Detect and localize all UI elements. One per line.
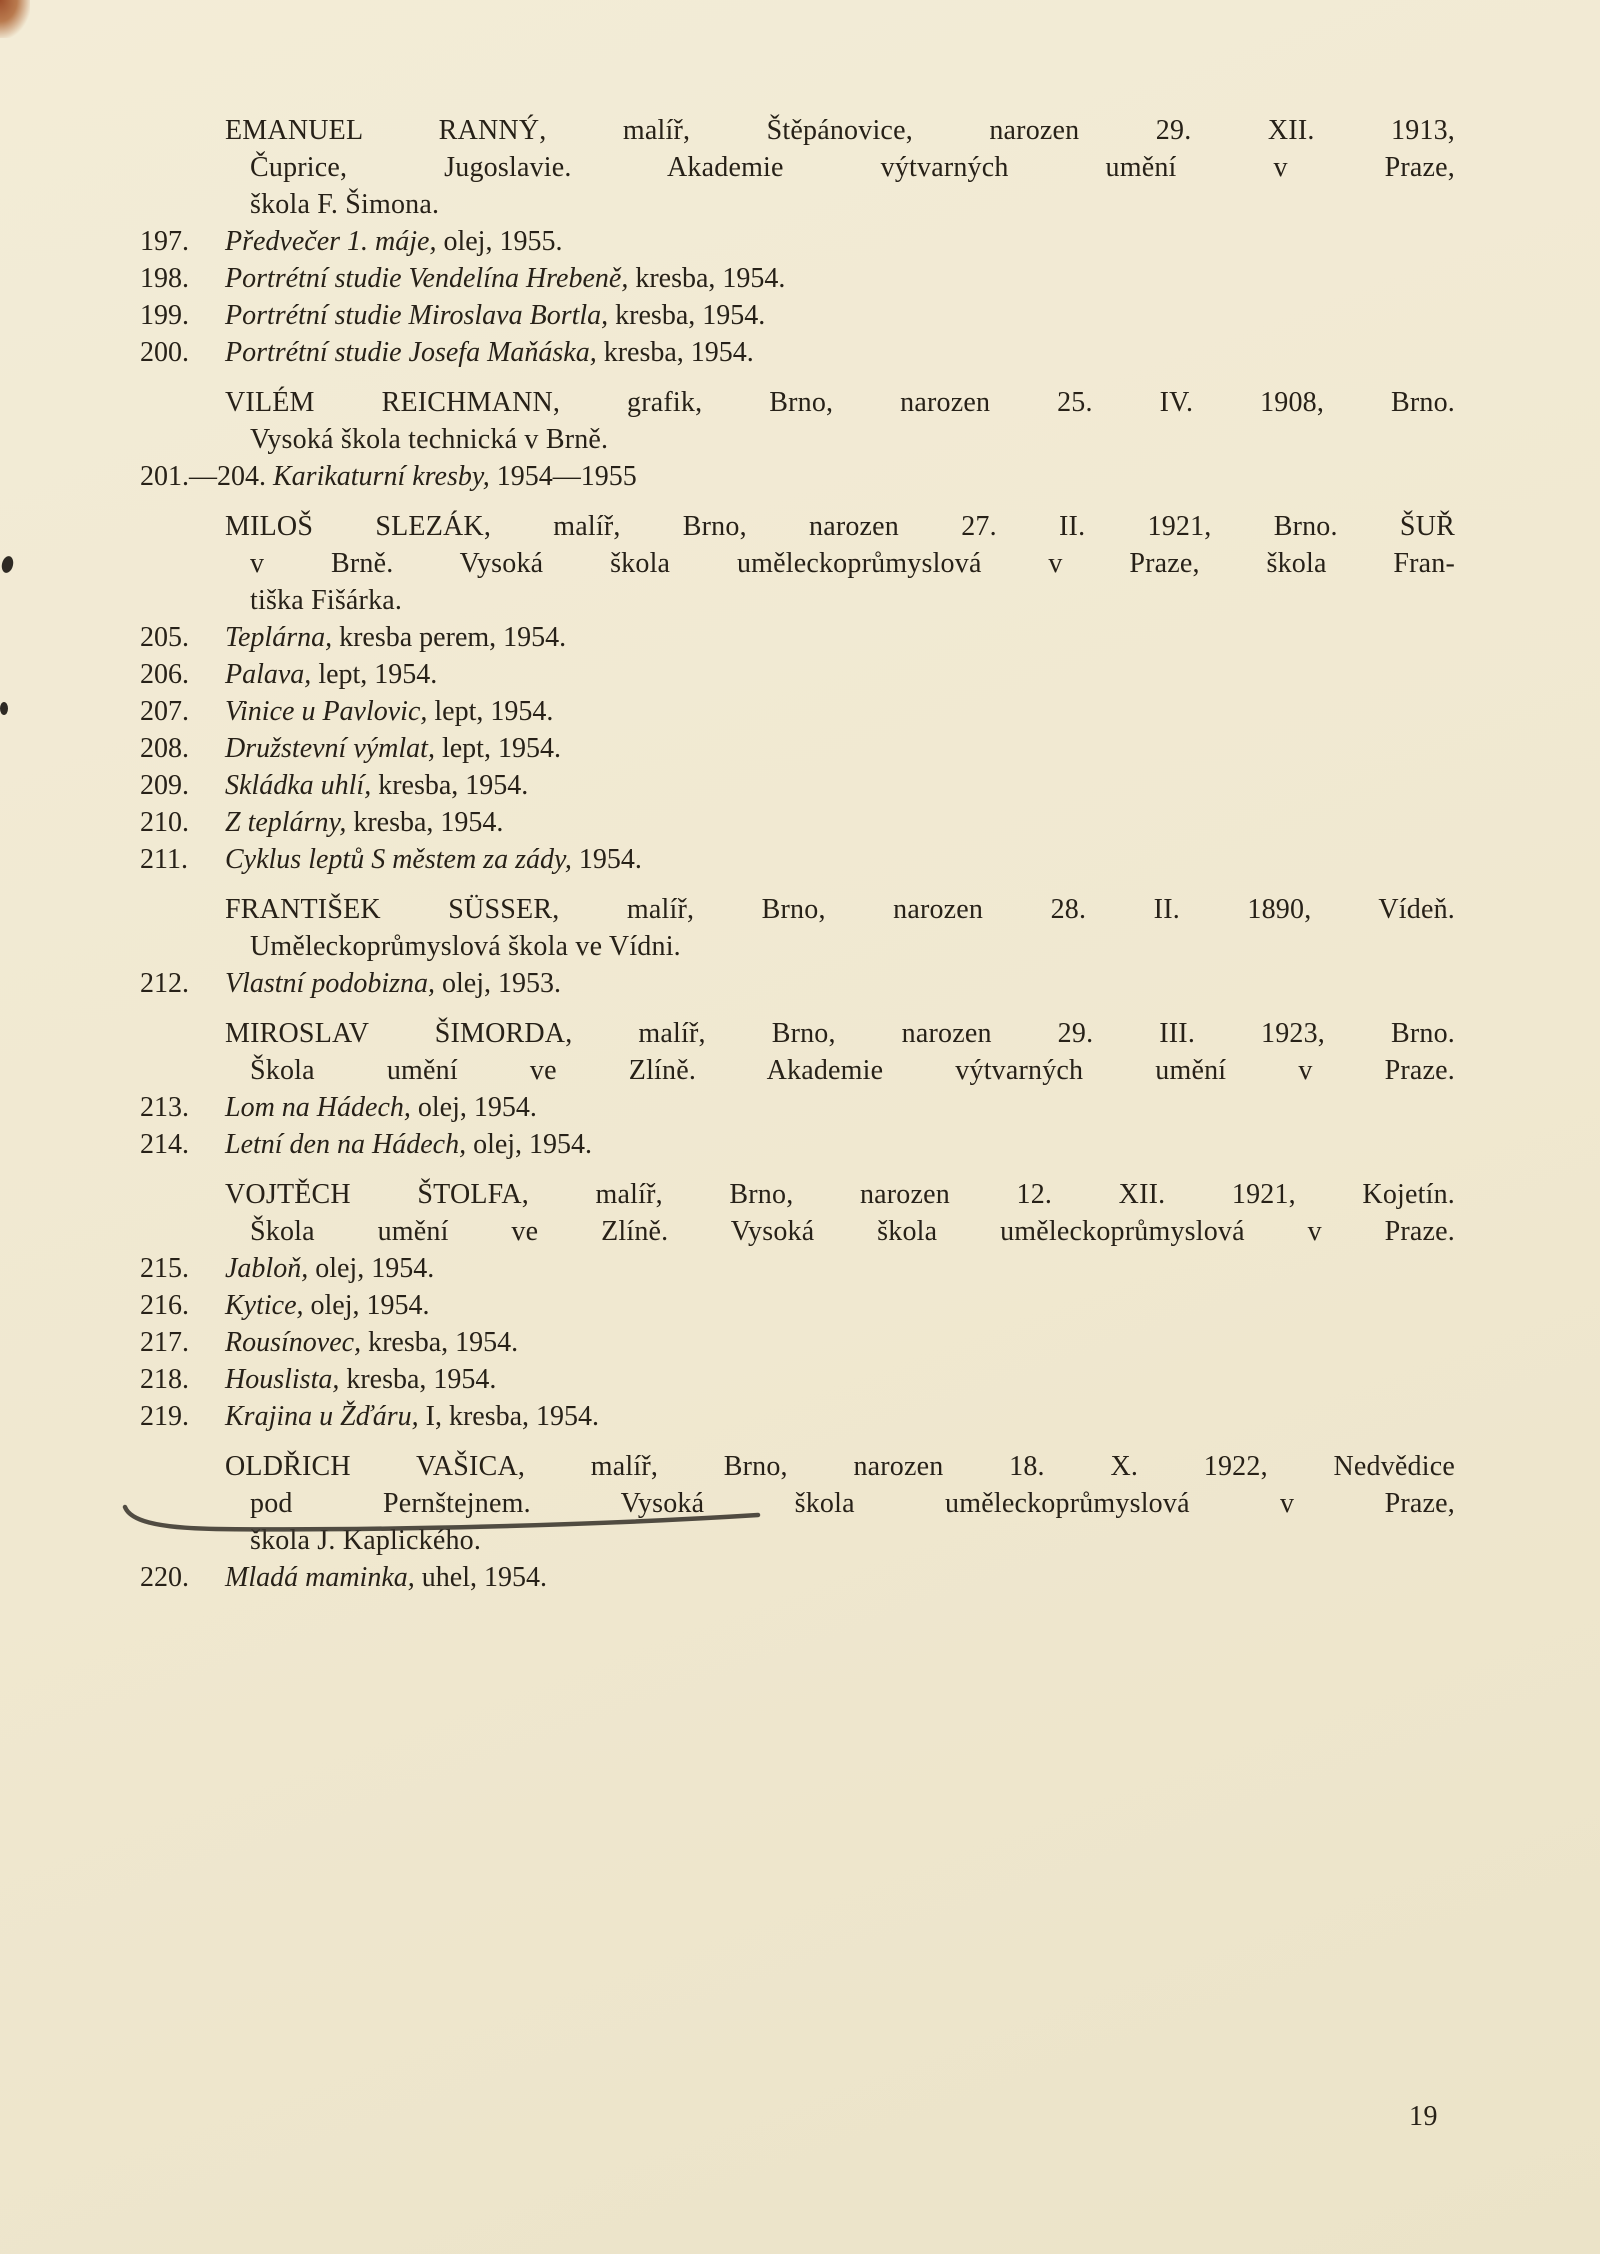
work-medium-year: kresba, 1954. bbox=[368, 1327, 519, 1358]
work-title: Mladá maminka, bbox=[225, 1562, 415, 1593]
entry-number: 211. bbox=[140, 844, 188, 875]
work-title: Vinice u Pavlovic, bbox=[225, 696, 428, 727]
catalog-entry bbox=[140, 804, 1455, 841]
work-title: Z teplárny, bbox=[225, 807, 347, 838]
work-medium-year: lept, 1954. bbox=[318, 659, 438, 690]
work-medium-year: olej, 1954. bbox=[417, 1092, 537, 1123]
work-medium-year: kresba, 1954. bbox=[378, 770, 529, 801]
catalog-entry bbox=[140, 1287, 1455, 1324]
entry-number: 214. bbox=[140, 1129, 189, 1160]
work-medium-year: lept, 1954. bbox=[441, 733, 561, 764]
work-title: Karikaturní kresby, bbox=[273, 461, 490, 492]
work-medium-year: kresba, 1954. bbox=[635, 263, 786, 294]
catalog-entry bbox=[140, 1361, 1455, 1398]
work-title: Jabloň, bbox=[225, 1253, 309, 1284]
work-title: Vlastní podobizna, bbox=[225, 968, 436, 999]
work-medium-year: olej, 1954. bbox=[473, 1129, 593, 1160]
work-medium-year: uhel, 1954. bbox=[421, 1562, 547, 1593]
artist-section-slezak bbox=[140, 508, 1455, 878]
artist-header-line: škola F. Šimona. bbox=[250, 189, 440, 220]
work-title: Palava, bbox=[225, 659, 312, 690]
entry-number: 197. bbox=[140, 226, 189, 257]
work-medium-year: lept, 1954. bbox=[434, 696, 554, 727]
entry-number: 205. bbox=[140, 622, 189, 653]
work-medium-year: 1954—1955 bbox=[496, 461, 637, 492]
work-medium-year: kresba, 1954. bbox=[603, 337, 754, 368]
work-medium-year: olej, 1954. bbox=[315, 1253, 435, 1284]
catalog-entry bbox=[140, 334, 1455, 371]
artist-section-simorda bbox=[140, 1015, 1455, 1163]
artist-header-line: MILOŠ SLEZÁK, malíř, Brno, narozen 27. II. 1921, Brno. ŠUŘ bbox=[225, 511, 1455, 542]
catalog-entry bbox=[140, 619, 1455, 656]
entry-number: 198. bbox=[140, 263, 189, 294]
catalog-entry bbox=[140, 1126, 1455, 1163]
scan-speck bbox=[0, 555, 15, 574]
work-medium-year: kresba, 1954. bbox=[346, 1364, 497, 1395]
work-title: Rousínovec, bbox=[225, 1327, 362, 1358]
work-title: Předvečer 1. máje, bbox=[225, 226, 437, 257]
work-title: Portrétní studie Josefa Maňáska, bbox=[225, 337, 597, 368]
catalog-entry bbox=[140, 297, 1455, 334]
entry-number: 219. bbox=[140, 1401, 189, 1432]
catalog-entry bbox=[140, 965, 1455, 1002]
catalog-entry bbox=[140, 1250, 1455, 1287]
work-title: Portrétní studie Vendelína Hrebeně, bbox=[225, 263, 629, 294]
entry-number: 212. bbox=[140, 968, 189, 999]
work-title: Skládka uhlí, bbox=[225, 770, 372, 801]
artist-section-vasica bbox=[140, 1448, 1455, 1596]
artist-header-line: pod Pernštejnem. Vysoká škola uměleckoprůmyslová v Praze, bbox=[250, 1488, 1455, 1519]
artist-header-line: Škola umění ve Zlíně. Vysoká škola uměleckoprůmyslová v Praze. bbox=[250, 1216, 1455, 1247]
work-medium-year: kresba perem, 1954. bbox=[339, 622, 567, 653]
artist-header-line: VOJTĚCH ŠTOLFA, malíř, Brno, narozen 12. XII. 1921, Kojetín. bbox=[225, 1179, 1455, 1210]
artist-header-line: Uměleckoprůmyslová škola ve Vídni. bbox=[250, 931, 681, 962]
page-number: 19 bbox=[1409, 2101, 1438, 2132]
artist-header-line: tiška Fišárka. bbox=[250, 585, 403, 616]
catalog-entry bbox=[140, 260, 1455, 297]
entry-number: 206. bbox=[140, 659, 189, 690]
artist-header-line: OLDŘICH VAŠICA, malíř, Brno, narozen 18. X. 1922, Nedvědice bbox=[225, 1451, 1455, 1482]
catalog-entry bbox=[140, 1089, 1455, 1126]
artist-header-line: VILÉM REICHMANN, grafik, Brno, narozen 25. IV. 1908, Brno. bbox=[225, 387, 1455, 418]
work-medium-year: olej, 1954. bbox=[310, 1290, 430, 1321]
catalog-entry bbox=[140, 1559, 1455, 1596]
work-title: Houslista, bbox=[225, 1364, 340, 1395]
entry-number: 207. bbox=[140, 696, 189, 727]
artist-header-line: škola J. Kaplického. bbox=[250, 1525, 482, 1556]
work-medium-year: kresba, 1954. bbox=[353, 807, 504, 838]
entry-number: 200. bbox=[140, 337, 189, 368]
entry-number: 201.—204. bbox=[140, 461, 266, 492]
work-title: Krajina u Žďáru, bbox=[225, 1401, 419, 1432]
catalog-entry bbox=[140, 730, 1455, 767]
scan-speck bbox=[0, 702, 8, 715]
catalog-entry bbox=[140, 841, 1455, 878]
work-title: Letní den na Hádech, bbox=[225, 1129, 467, 1160]
work-title: Cyklus leptů S městem za zády, bbox=[225, 844, 572, 875]
artist-section-ranny bbox=[140, 112, 1455, 371]
entry-number: 217. bbox=[140, 1327, 189, 1358]
catalog-entry bbox=[140, 223, 1455, 260]
work-title: Teplárna, bbox=[225, 622, 333, 653]
catalog-entry bbox=[140, 1398, 1455, 1435]
entry-number: 218. bbox=[140, 1364, 189, 1395]
work-title: Portrétní studie Miroslava Bortla, bbox=[225, 300, 609, 331]
catalog-entry bbox=[140, 656, 1455, 693]
entry-number: 216. bbox=[140, 1290, 189, 1321]
artist-header-line: Škola umění ve Zlíně. Akademie výtvarných umění v Praze. bbox=[250, 1055, 1455, 1086]
artist-header-line: FRANTIŠEK SÜSSER, malíř, Brno, narozen 28. II. 1890, Vídeň. bbox=[225, 894, 1455, 925]
artist-section-susser bbox=[140, 891, 1455, 1002]
work-title: Kytice, bbox=[225, 1290, 304, 1321]
catalog-entry bbox=[140, 767, 1455, 804]
entry-number: 213. bbox=[140, 1092, 189, 1123]
work-medium-year: I, kresba, 1954. bbox=[425, 1401, 600, 1432]
entry-number: 210. bbox=[140, 807, 189, 838]
work-title: Družstevní výmlat, bbox=[225, 733, 435, 764]
scan-corner-stain bbox=[0, 0, 30, 38]
work-medium-year: 1954. bbox=[578, 844, 642, 875]
entry-number: 208. bbox=[140, 733, 189, 764]
artist-header-line: Vysoká škola technická v Brně. bbox=[250, 424, 609, 455]
work-medium-year: olej, 1953. bbox=[442, 968, 562, 999]
artist-header-line: MIROSLAV ŠIMORDA, malíř, Brno, narozen 29. III. 1923, Brno. bbox=[225, 1018, 1455, 1049]
catalog-content bbox=[140, 112, 1455, 1596]
work-medium-year: olej, 1955. bbox=[443, 226, 563, 257]
artist-section-reichmann bbox=[140, 384, 1455, 495]
artist-section-stolfa bbox=[140, 1176, 1455, 1435]
artist-header-line: Čuprice, Jugoslavie. Akademie výtvarných umění v Praze, bbox=[250, 152, 1455, 183]
artist-header-line: EMANUEL RANNÝ, malíř, Štěpánovice, narozen 29. XII. 1913, bbox=[225, 115, 1455, 146]
entry-number: 209. bbox=[140, 770, 189, 801]
catalog-entry bbox=[140, 1324, 1455, 1361]
artist-header-line: v Brně. Vysoká škola uměleckoprůmyslová v Praze, škola Fran- bbox=[250, 548, 1455, 579]
catalog-entry bbox=[140, 693, 1455, 730]
entry-number: 220. bbox=[140, 1562, 189, 1593]
work-medium-year: kresba, 1954. bbox=[615, 300, 766, 331]
work-title: Lom na Hádech, bbox=[225, 1092, 411, 1123]
entry-number: 215. bbox=[140, 1253, 189, 1284]
entry-number: 199. bbox=[140, 300, 189, 331]
catalog-entry bbox=[140, 458, 1455, 495]
